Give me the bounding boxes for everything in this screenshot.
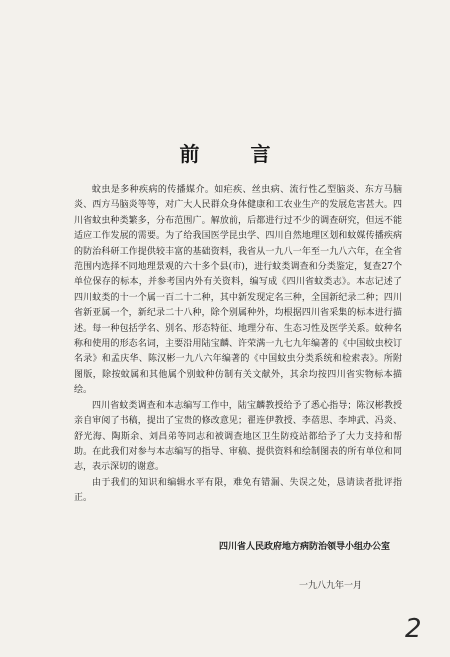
date: 一九八九年一月 [298, 581, 362, 591]
page-number: 2 [405, 614, 422, 644]
page-title: 前 言 [179, 142, 293, 166]
signature: 四川省人民政府地方病防治领导小组办公室 [218, 542, 390, 552]
paragraph-2: 四川省蚊类调查和本志编写工作中，陆宝麟教授给予了悉心指导；陈汉彬教授亲自审阅了书稿，提出了宝贵的修改意见；翟连伊教授、李蓓思、李坤武、冯炎、舒光海、陶斯余、刘昌弟等同志和被调查地区卫生防疫站都给予了大力支持和帮助。在此我们对参与本志编写的指导、审稿、提供资料和绘制图表的所有单位和同志，表示深切的谢意。 [74, 400, 402, 473]
preface-body [74, 183, 402, 507]
paragraph-1: 蚊虫是多种疾病的传播媒介。如疟疾、丝虫病、流行性乙型脑炎、东方马脑炎、西方马脑炎等等，对广大人民群众身体健康和工农业生产的发展危害甚大。四川省蚊虫种类繁多，分布范围广。解放前，后都进行过不少的调查研究，但远不能适应工作发展的需要。为了给我国医学昆虫学、四川自然地理区划和蚊媒传播疾病的防治科研工作提供较丰富的基础资料，我省从一九八一年至一九八六年，在全省范围内选择不同地理景观的六十多个县(市)，进行蚊类调查和分类鉴定，复查27个单位保存的标本，并参考国内外有关资料，编写成《四川省蚊类志》。本志记述了四川蚊类的十一个属一百二十二种，其中新发现定名三种，全国新纪录二种；四川省新亚属一个，新纪录二十八种，除个别属种外，均根据四川省采集的标本进行描述。每一种包括学名、别名、形态特征、地理分布、生态习性及医学关系。蚊种名称和使用的形态名词，主要沿用陆宝麟、许荣满一九七九年编著的《中国蚊虫校订名录》和孟庆华、陈汉彬一九八六年编著的《中国蚊虫分类系统和检索表》。所附图版，除按蚊属和其他属个别蚊种仿制有关文献外，其余均按四川省实物标本描绘。 [74, 185, 402, 396]
paragraph-3: 由于我们的知识和编辑水平有限，难免有错漏、失误之处，恳请读者批评指正。 [74, 477, 402, 504]
